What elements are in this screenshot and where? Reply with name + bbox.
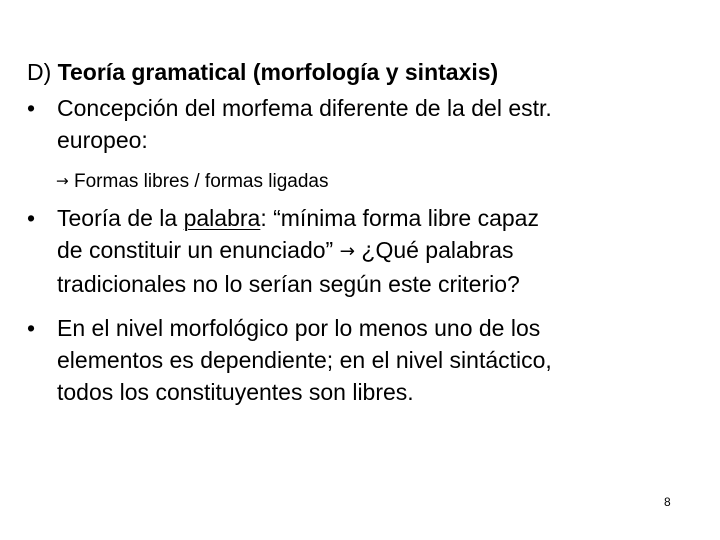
bullet-text-segment: Teoría de la	[57, 205, 184, 231]
bullet-line: todos los constituyentes son libres.	[57, 379, 414, 405]
bullet-line	[57, 234, 539, 268]
subpoint-text: Formas libres / formas ligadas	[68, 171, 329, 192]
underlined-term: palabra	[183, 205, 261, 231]
bullet-text	[57, 92, 552, 156]
right-arrow-icon: →	[56, 172, 69, 190]
bullet-line: Concepción del morfema diferente de la del estr.	[57, 95, 552, 121]
bullet-text	[57, 202, 539, 300]
bullet-marker: •	[27, 205, 36, 231]
page-number: 8	[664, 495, 671, 509]
bullet-text-segment: : “mínima forma libre capaz	[260, 205, 539, 231]
right-arrow-icon: →	[339, 241, 355, 262]
subpoint-free-bound-forms	[56, 168, 328, 195]
bullet-line	[57, 202, 539, 234]
bullet-marker: •	[27, 315, 36, 341]
bullet-text-segment: ¿Qué palabras	[355, 237, 514, 263]
bullet-line: elementos es dependiente; en el nivel sintáctico,	[57, 347, 552, 373]
bullet-marker: •	[27, 95, 36, 121]
bullet-text-segment: de constituir un enunciado”	[57, 237, 340, 263]
heading-prefix: D)	[27, 59, 58, 85]
bullet-line: europeo:	[57, 127, 148, 153]
bullet-line: En el nivel morfológico por lo menos uno de los	[57, 315, 541, 341]
bullet-text	[57, 312, 552, 408]
slide-heading	[27, 56, 498, 88]
bullet-line: tradicionales no lo serían según este criterio?	[57, 271, 520, 297]
heading-title: Teoría gramatical (morfología y sintaxis)	[57, 59, 499, 85]
